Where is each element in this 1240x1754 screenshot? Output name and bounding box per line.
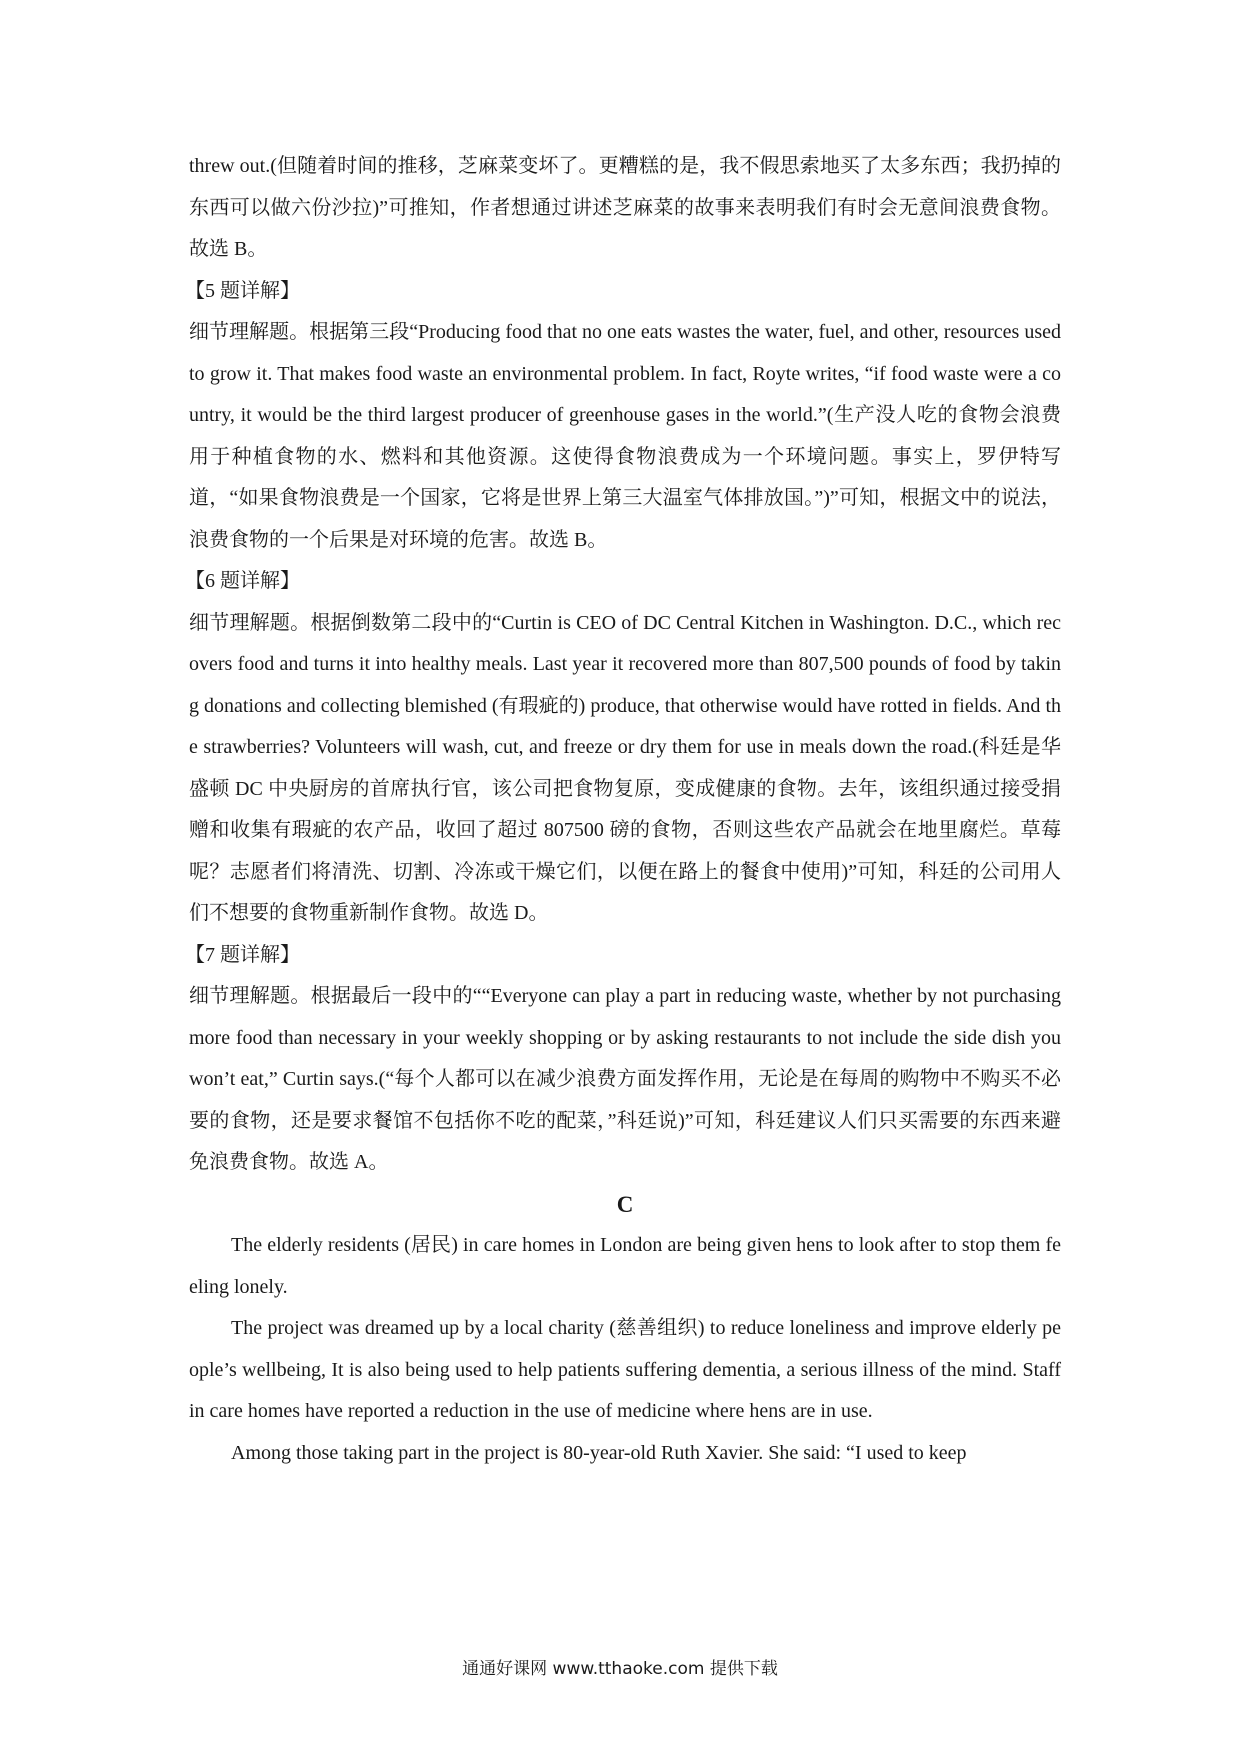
passage-c-paragraph-1: The elderly residents (居民) in care homes in London are being given hens to look after to stop them feeling lonely. bbox=[189, 1234, 1061, 1298]
section-heading-c: C bbox=[616, 1191, 634, 1217]
paragraph-q6-explanation: 细节理解题。根据倒数第二段中的“Curtin is CEO of DC Central Kitchen in Washington. D.C., which recovers food and turns it into healthy meals. Last year it recovered more than 807,500 pounds of food by taking donations and collecting blemished (有瑕疵的) produce, that otherwise would have rotted in fields. And the strawberries? Volunteers will wash, cut, and freeze or dry them for use in meals down the road.(科廷是华盛顿 DC 中央厨房的首席执行官，该公司把食物复原，变成健康的食物。去年，该组织通过接受捐赠和收集有瑕疵的农产品，收回了超过 807500 磅的食物，否则这些农产品就会在地里腐烂。草莓呢？志愿者们将清洗、切割、冷冻或干燥它们，以便在路上的餐食中使用)”可知，科廷的公司用人们不想要的食物重新制作食物。故选 D。 bbox=[189, 611, 1061, 924]
passage-c-paragraph-3: Among those taking part in the project is 80-year-old Ruth Xavier. She said: “I used to keep bbox=[231, 1441, 967, 1464]
heading-q7-explanation: 【7 题详解】 bbox=[185, 943, 300, 966]
paragraph-q4-conclusion: threw out.(但随着时间的推移，芝麻菜变坏了。更糟糕的是，我不假思索地买了太多东西；我扔掉的东西可以做六份沙拉)”可推知，作者想通过讲述芝麻菜的故事来表明我们有时会无意间浪费食物。故选 B。 bbox=[189, 155, 1061, 260]
paragraph-q7-explanation: 细节理解题。根据最后一段中的““Everyone can play a part in reducing waste, whether by not purchasing more food than necessary in your weekly shopping or by asking restaurants to not include the side dish you won’t eat,” Curtin says.(“每个人都可以在减少浪费方面发挥作用，无论是在每周的购物中不购买不必要的食物，还是要求餐馆不包括你不吃的配菜，”科廷说)”可知，科廷建议人们只买需要的东西来避免浪费食物。故选 A。 bbox=[189, 985, 1061, 1173]
passage-c-paragraph-2: The project was dreamed up by a local charity (慈善组织) to reduce loneliness and improve elderly people’s wellbeing, It is also being used to help patients suffering dementia, a serious illness of the mind. Staff in care homes have reported a reduction in the use of medicine where hens are in use. bbox=[189, 1317, 1061, 1422]
page-footer: 通通好课网 www.tthaoke.com 提供下载 bbox=[462, 1659, 778, 1679]
heading-q6-explanation: 【6 题详解】 bbox=[185, 570, 300, 592]
page-content bbox=[185, 146, 1061, 1474]
paragraph-q5-explanation: 细节理解题。根据第三段“Producing food that no one eats wastes the water, fuel, and other, resources used to grow it. That makes food waste an environmental problem. In fact, Royte writes, “if food waste were a country, it would be the third largest producer of greenhouse gases in the world.”(生产没人吃的食物会浪费用于种植食物的水、燃料和其他资源。这使得食物浪费成为一个环境问题。事实上，罗伊特写道，“如果食物浪费是一个国家，它将是世界上第三大温室气体排放国。”)”可知，根据文中的说法，浪费食物的一个后果是对环境的危害。故选 B。 bbox=[189, 321, 1061, 551]
heading-q5-explanation: 【5 题详解】 bbox=[185, 279, 300, 302]
